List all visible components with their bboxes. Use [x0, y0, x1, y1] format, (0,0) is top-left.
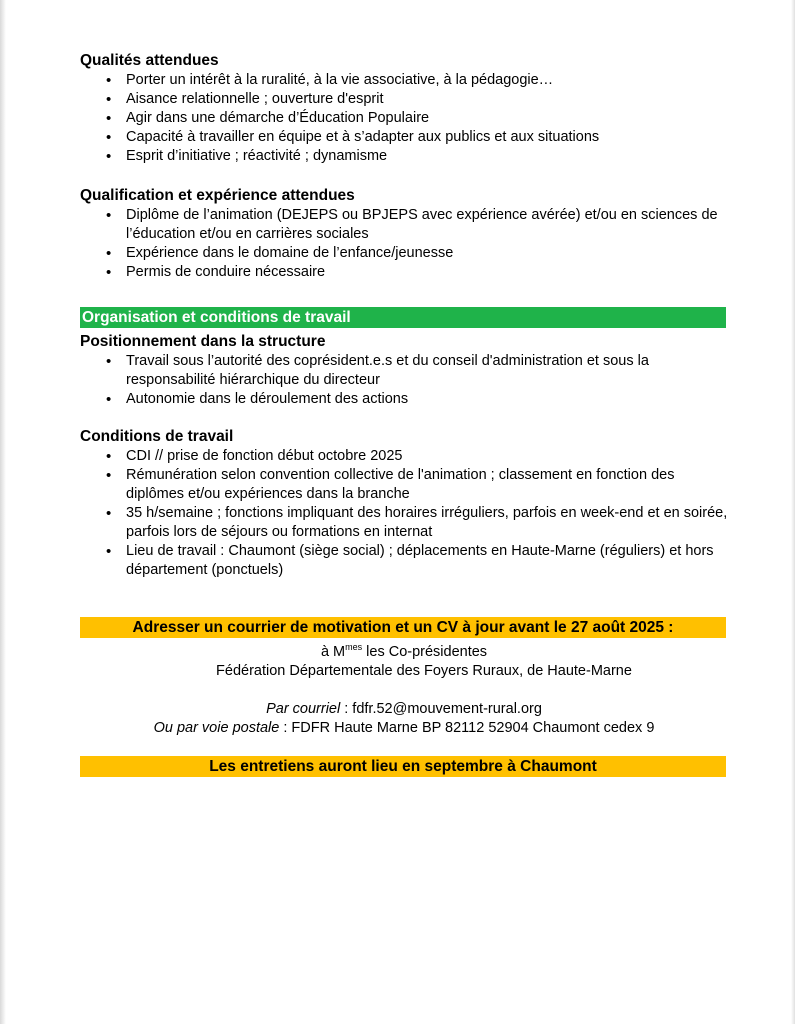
list-item: • Diplôme de l’animation (DEJEPS ou BPJEPS avec expérience avérée) et/ou en sciences de l’éducation et/ou en carrières sociales	[80, 206, 728, 244]
list-item: • Aisance relationnelle ; ouverture d'esprit	[80, 90, 728, 109]
list-item: • Porter un intérêt à la ruralité, à la vie associative, à la pédagogie…	[80, 71, 728, 90]
list-item: • Autonomie dans le déroulement des actions	[80, 390, 728, 409]
page-shadow-left	[0, 0, 6, 1024]
list-item: • Esprit d’initiative ; réactivité ; dynamisme	[80, 147, 728, 166]
email-line: Par courriel : fdfr.52@mouvement-rural.org	[266, 700, 542, 717]
section-title: Qualification et expérience attendues	[80, 187, 355, 204]
list-item: • 35 h/semaine ; fonctions impliquant des horaires irréguliers, parfois en week-end et en soirée, parfois lors de séjours ou formations en internat	[80, 504, 728, 542]
list-item: • Rémunération selon convention collective de l'animation ; classement en fonction des diplômes et/ou expériences dans la branche	[80, 466, 728, 504]
list-item: • Lieu de travail : Chaumont (siège social) ; déplacements en Haute-Marne (réguliers) et hors département (ponctuels)	[80, 542, 728, 580]
list	[80, 352, 728, 409]
entretiens-bar: Les entretiens auront lieu en septembre à Chaumont	[80, 756, 726, 777]
list-item: • Agir dans une démarche d’Éducation Populaire	[80, 109, 728, 128]
list-item: • CDI // prise de fonction début octobre 2025	[80, 447, 728, 466]
section-positionnement	[80, 333, 728, 409]
job-offer-document	[80, 52, 728, 777]
email-address[interactable]: : fdfr.52@mouvement-rural.org	[340, 700, 542, 717]
organisation-line: Fédération Départementale des Foyers Ruraux, de Haute-Marne	[216, 662, 632, 679]
list-item: • Permis de conduire nécessaire	[80, 263, 728, 282]
postal-line: Ou par voie postale : FDFR Haute Marne BP 82112 52904 Chaumont cedex 9	[153, 719, 655, 736]
list	[80, 71, 728, 166]
section-qualification	[80, 187, 728, 282]
section-title: Positionnement dans la structure	[80, 333, 326, 350]
list	[80, 447, 728, 580]
page-shadow-right	[791, 0, 795, 1024]
list-item: • Capacité à travailler en équipe et à s’adapter aux publics et aux situations	[80, 128, 728, 147]
list-item: • Expérience dans le domaine de l’enfance/jeunesse	[80, 244, 728, 263]
section-qualites	[80, 52, 728, 166]
section-title: Qualités attendues	[80, 52, 219, 69]
list-item: • Travail sous l’autorité des coprésident.e.s et du conseil d'administration et sous la responsabilité hiérarchique du directeur	[80, 352, 728, 390]
recipient-line: à $M^{mes}$ les Co-présidentes	[320, 642, 488, 660]
section-title: Conditions de travail	[80, 428, 234, 445]
list	[80, 206, 728, 282]
candidature-bar: Adresser un courrier de motivation et un CV à jour avant le 27 août 2025 :	[80, 617, 726, 638]
organisation-header-bar: Organisation et conditions de travail	[80, 307, 726, 328]
section-conditions	[80, 428, 728, 580]
